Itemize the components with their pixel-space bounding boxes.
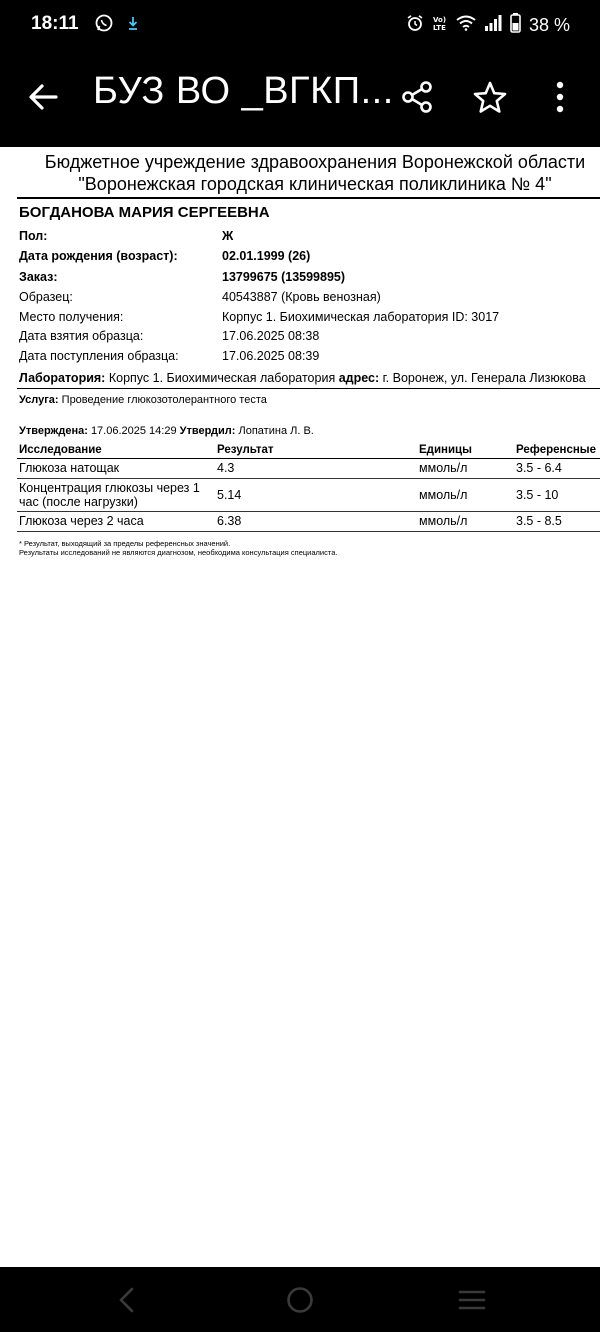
volte-icon — [432, 14, 448, 37]
app-bar — [0, 50, 600, 147]
header-result: Результат — [215, 443, 417, 458]
field-value: 17.06.2025 08:39 — [222, 349, 320, 363]
header-reference: Референсные — [514, 443, 600, 458]
cell-test-name: Глюкоза натощак — [17, 458, 215, 478]
table-row — [17, 458, 600, 478]
field-label: Дата поступления образца: — [19, 349, 179, 363]
cell-result: 5.14 — [215, 478, 417, 511]
laboratory-line — [19, 371, 586, 385]
field-label: Образец: — [19, 290, 73, 304]
approval-line — [19, 425, 314, 437]
field-value: 17.06.2025 08:38 — [222, 329, 320, 343]
share-icon[interactable] — [400, 80, 434, 114]
cell-reference: 3.5 - 8.5 — [514, 511, 600, 531]
header-test: Исследование — [17, 443, 215, 458]
battery-percent: 38 % — [528, 15, 570, 35]
service-line — [19, 394, 267, 406]
back-arrow-icon[interactable] — [26, 80, 60, 114]
service-label: Услуга: — [19, 394, 59, 406]
field-label: Место получения: — [19, 310, 124, 324]
nav-home-icon[interactable] — [285, 1285, 315, 1315]
table-row — [17, 511, 600, 531]
org-name-line-2: "Воронежская городская клиническая поликлиника № 4" — [78, 174, 552, 194]
alarm-icon — [406, 14, 424, 37]
status-bar — [0, 0, 600, 50]
field-label: Дата рождения (возраст): — [19, 249, 178, 263]
cell-test-name: Концентрация глюкозы через 1 час (после нагрузки) — [17, 478, 215, 511]
address-value: г. Воронеж, ул. Генерала Лизюкова — [382, 371, 586, 385]
wifi-icon — [456, 15, 476, 36]
cell-result: 4.3 — [215, 458, 417, 478]
more-vert-icon[interactable] — [548, 80, 572, 114]
status-time: 18:11 — [31, 13, 79, 34]
nav-back-icon[interactable] — [112, 1285, 142, 1315]
field-label: Пол: — [19, 229, 48, 243]
svg-text:Vo): Vo) — [432, 16, 447, 24]
nav-recents-icon[interactable] — [457, 1285, 487, 1315]
footnote-out-of-range: * Результат, выходящий за пределы референсных значений. — [19, 539, 231, 548]
battery-icon — [510, 13, 521, 38]
field-value: 02.01.1999 (26) — [222, 249, 311, 263]
approved-label: Утверждена: — [19, 425, 88, 437]
field-label: Заказ: — [19, 270, 58, 284]
lab-divider — [17, 388, 600, 389]
field-value: 40543887 (Кровь венозная) — [222, 290, 381, 304]
header-unit: Единицы — [417, 443, 514, 458]
lab-label: Лаборатория: — [19, 371, 106, 385]
approver-value: Лопатина Л. В. — [238, 425, 314, 437]
patient-name: БОГДАНОВА МАРИЯ СЕРГЕЕВНА — [19, 204, 270, 221]
lab-value: Корпус 1. Биохимическая лаборатория — [108, 371, 336, 385]
address-label: адрес: — [338, 371, 380, 385]
cell-test-name: Глюкоза через 2 часа — [17, 511, 215, 531]
system-nav-bar — [0, 1267, 600, 1332]
service-value: Проведение глюкозотолерантного теста — [61, 394, 267, 406]
field-value: 13799675 (13599895) — [222, 270, 346, 284]
cell-result: 6.38 — [215, 511, 417, 531]
lab-report-document — [0, 147, 600, 1267]
signal-icon — [484, 15, 502, 36]
cell-unit: ммоль/л — [417, 458, 514, 478]
results-table — [17, 443, 600, 532]
header-divider — [17, 197, 600, 199]
app-title: БУЗ ВО _ВГКП... — [93, 70, 394, 112]
whatsapp-icon — [95, 14, 113, 37]
cell-reference: 3.5 - 6.4 — [514, 458, 600, 478]
field-label: Дата взятия образца: — [19, 329, 144, 343]
table-header-row — [17, 443, 600, 458]
svg-text:LTE: LTE — [432, 24, 446, 32]
table-row — [17, 478, 600, 511]
cell-reference: 3.5 - 10 — [514, 478, 600, 511]
star-icon[interactable] — [472, 80, 508, 116]
field-value: Корпус 1. Биохимическая лаборатория ID: 3017 — [222, 310, 500, 324]
cell-unit: ммоль/л — [417, 478, 514, 511]
download-icon — [127, 15, 139, 36]
footnote-disclaimer: Результаты исследований не являются диагнозом, необходима консультация специалиста. — [19, 548, 338, 557]
approved-value: 17.06.2025 14:29 — [90, 425, 177, 437]
field-value: Ж — [222, 229, 234, 243]
org-name-line-1: Бюджетное учреждение здравоохранения Воронежской области — [44, 152, 586, 172]
approver-label: Утвердил: — [179, 425, 236, 437]
cell-unit: ммоль/л — [417, 511, 514, 531]
